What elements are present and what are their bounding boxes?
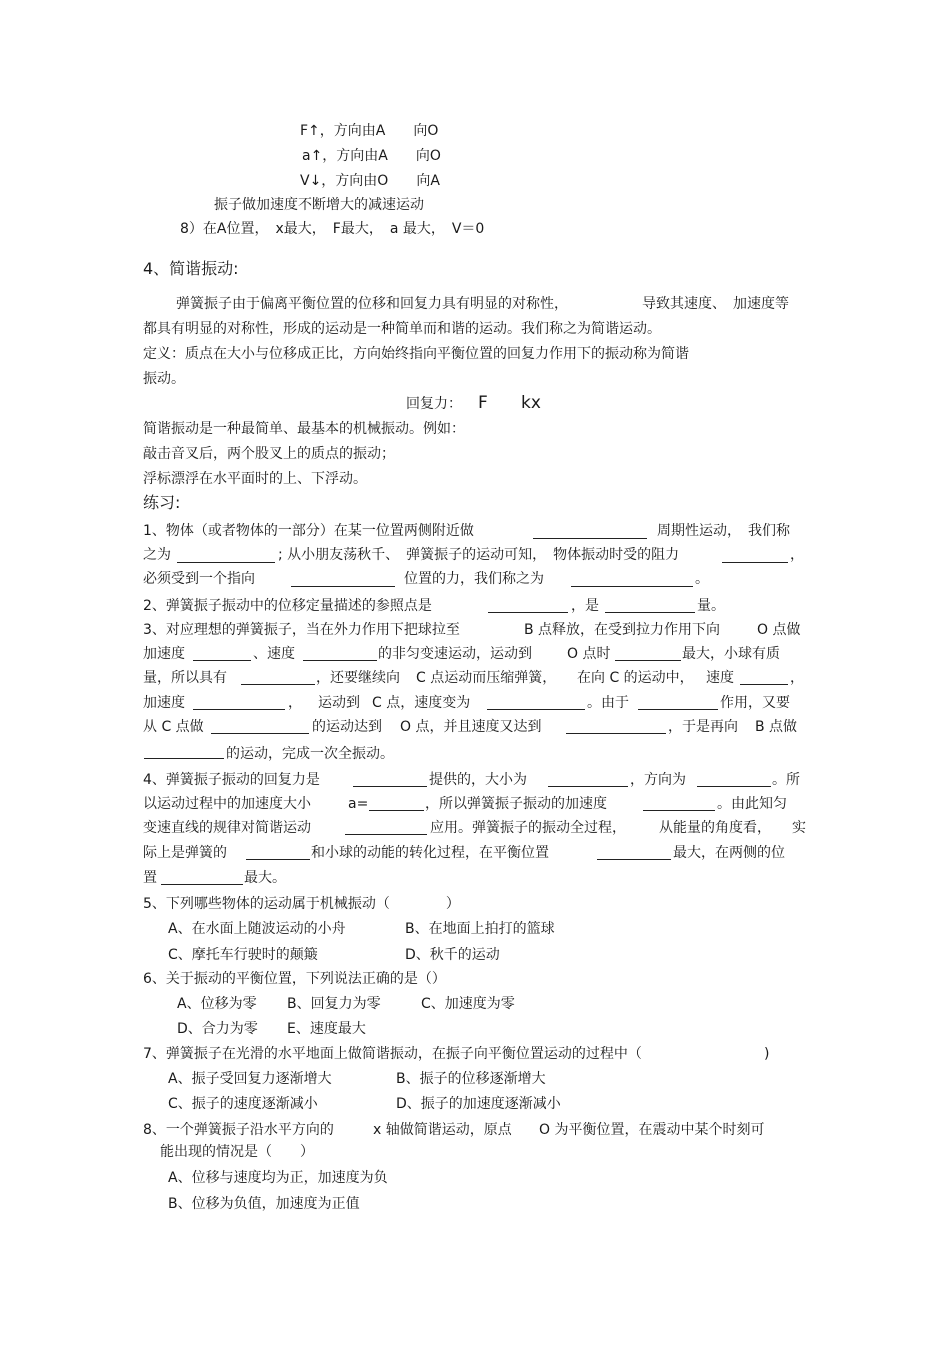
q1-blank-5[interactable] [571,586,693,587]
definition-2: 振动。 [143,371,185,387]
q3-text: 速度 [706,670,734,686]
q4-blank-2[interactable] [548,786,628,787]
q2-blank-2[interactable] [605,612,695,613]
q1-text: 周期性运动， 我们称 [657,523,790,539]
q6-option-e[interactable]: E、速度最大 [287,1021,366,1037]
q3-text: 的运动，完成一次全振动。 [226,746,394,762]
q3-text: O 点时 [567,646,611,662]
q3-text: 在向 C 的运动中， [577,670,694,686]
q5-option-b[interactable]: B、在地面上拍打的篮球 [405,921,555,937]
q3-text: 3、对应理想的弹簧振子，当在外力作用下把球拉至 [143,622,460,638]
q3-blank-10[interactable] [566,733,666,734]
definition-1: 定义：质点在大小与位移成正比，方向始终指向平衡位置的回复力作用下的振动称为简谐 [143,346,689,362]
q6-option-d[interactable]: D、合力为零 [177,1021,258,1037]
q4-text: 际上是弹簧的 [143,845,227,861]
q7-option-a[interactable]: A、振子受回复力逐渐增大 [168,1071,332,1087]
q3-text: ，还要继续向 [316,670,400,686]
q5-option-d[interactable]: D、秋千的运动 [405,947,500,963]
q3-blank-3[interactable] [615,660,681,661]
q1-text: ; 从小朋友荡秋千、 弹簧振子的运动可知， 物体振动时受的阻力 [278,547,680,563]
formula-f: F [478,393,488,413]
q4-text: ，所以弹簧振子振动的加速度 [425,796,607,812]
q7-option-c[interactable]: C、振子的速度逐渐减小 [168,1096,318,1112]
q2-text: ，是 [571,598,599,614]
q3-blank-4[interactable] [241,684,315,685]
q4-text: a= [348,796,369,812]
q4-blank-6[interactable] [345,834,427,835]
q3-text: 从 C 点做 [143,719,204,735]
q4-text: 提供的，大小为 [429,772,527,788]
q3-text: 、速度 [253,646,295,662]
q4-blank-8[interactable] [597,859,671,860]
practice-heading: 练习: [143,493,181,512]
q3-text: 加速度 [143,646,185,662]
example-2: 浮标漂浮在水平面时的上、下浮动。 [143,471,367,487]
section-heading: 4、简谐振动: [143,259,239,278]
q3-blank-5[interactable] [740,684,788,685]
q3-text: 作用，又要 [720,695,790,711]
q7-stem: 7、弹簧振子在光滑的水平地面上做简谐振动，在振子向平衡位置运动的过程中（ [143,1046,642,1062]
q1-blank-1[interactable] [533,538,647,539]
q4-blank-4[interactable] [369,810,424,811]
q3-text: O 点，并且速度又达到 [400,719,542,735]
q3-text: ，于是再向 [668,719,738,735]
q7-option-d[interactable]: D、振子的加速度逐渐减小 [396,1096,561,1112]
example-intro: 简谐振动是一种最简单、最基本的机械振动。例如： [143,421,465,437]
example-1: 敲击音叉后，两个股叉上的质点的振动； [143,446,395,462]
q5-option-a[interactable]: A、在水面上随波运动的小舟 [168,921,346,937]
q8-stem-3: O 为平衡位置，在震动中某个时刻可 [539,1122,765,1138]
top-line-1: F↑，方向由A 向O [300,123,439,139]
q3-text: C 点运动而压缩弹簧， [416,670,557,686]
q4-blank-9[interactable] [161,884,243,885]
q3-text: B 点做 [755,719,798,735]
q3-blank-1[interactable] [193,660,251,661]
q1-blank-4[interactable] [291,586,395,587]
q4-text: 最大。 [244,870,286,886]
q7-paren-close: ) [764,1046,770,1062]
q4-text: 以运动过程中的加速度大小 [143,796,311,812]
q4-text: 。由此知匀 [717,796,787,812]
q3-text: 运动到 [318,695,360,711]
q4-text: 4、弹簧振子振动的回复力是 [143,772,320,788]
top-line-4: 振子做加速度不断增大的减速运动 [214,197,424,213]
q4-text: 从能量的角度看， [659,820,771,836]
q3-text: 加速度 [143,695,185,711]
top-line-5: 8）在A位置， x最大， F最大， a 最大， V＝0 [180,221,485,237]
q4-blank-1[interactable] [353,786,427,787]
q4-blank-5[interactable] [643,810,715,811]
q6-option-a[interactable]: A、位移为零 [177,996,257,1012]
q7-option-b[interactable]: B、振子的位移逐渐增大 [396,1071,546,1087]
q4-text: 。所 [772,772,800,788]
q1-text: 必须受到一个指向 [143,571,255,587]
q5-stem: 5、下列哪些物体的运动属于机械振动（ ） [143,896,460,912]
q1-blank-3[interactable] [722,562,788,563]
q3-text: 。由于 [587,695,629,711]
q3-blank-11[interactable] [144,758,224,759]
para1-b: 导致其速度、 加速度等 [642,296,789,312]
q4-text: 和小球的动能的转化过程，在平衡位置 [311,845,549,861]
q8-stem-2: x 轴做简谐运动，原点 [373,1122,512,1138]
para2: 都具有明显的对称性，形成的运动是一种简单而和谐的运动。我们称之为简谐运动。 [143,321,661,337]
q3-text: 量，所以具有 [143,670,227,686]
q5-option-c[interactable]: C、摩托车行驶时的颠簸 [168,947,318,963]
q3-text: B 点释放，在受到拉力作用下向 [524,622,721,638]
formula-kx: kx [521,393,541,413]
q4-text: 置 [143,870,157,886]
q8-option-a[interactable]: A、位移与速度均为正，加速度为负 [168,1170,388,1186]
q1-text: 。 [695,571,709,587]
q6-option-c[interactable]: C、加速度为零 [421,996,515,1012]
q3-blank-2[interactable] [303,660,377,661]
q4-text: 实 [792,820,806,836]
q2-blank-1[interactable] [488,612,568,613]
q3-blank-6[interactable] [193,709,285,710]
q4-blank-3[interactable] [697,786,771,787]
q6-option-b[interactable]: B、回复力为零 [287,996,381,1012]
q4-text: 最大，在两侧的位 [673,845,785,861]
q2-text: 2、弹簧振子振动中的位移定量描述的参照点是 [143,598,432,614]
para1-a: 弹簧振子由于偏离平衡位置的位移和回复力具有明显的对称性， [176,296,568,312]
top-line-3: V↓，方向由O 向A [300,173,440,189]
q8-option-b[interactable]: B、位移为负值，加速度为正值 [168,1196,360,1212]
q3-blank-9[interactable] [211,733,309,734]
q8-stem-4: 能出现的情况是（ ） [160,1144,314,1160]
q4-text: 应用。弹簧振子的振动全过程， [430,820,626,836]
q1-text: 位置的力，我们称之为 [404,571,544,587]
q1-blank-2[interactable] [177,562,275,563]
top-line-2: a↑，方向由A 向O [302,148,441,164]
q8-stem-1: 8、一个弹簧振子沿水平方向的 [143,1122,334,1138]
q3-text: 最大，小球有质 [682,646,780,662]
q2-text: 量。 [697,598,725,614]
q1-text: 之为 [143,547,171,563]
q3-blank-7[interactable] [487,709,585,710]
q6-stem: 6、关于振动的平衡位置，下列说法正确的是（） [143,971,446,987]
q4-text: ，方向为 [630,772,686,788]
q4-text: 变速直线的规律对简谐运动 [143,820,311,836]
q3-blank-8[interactable] [638,709,718,710]
formula-label: 回复力： [406,396,462,412]
q4-blank-7[interactable] [246,859,310,860]
q3-text: ， [790,670,804,686]
q3-text: 的运动达到 [312,719,382,735]
q3-text: O 点做 [757,622,801,638]
q1-text: 1、物体（或者物体的一部分）在某一位置两侧附近做 [143,523,474,539]
q3-text: C 点，速度变为 [372,695,471,711]
q3-text: 的非匀变速运动，运动到 [378,646,532,662]
q1-text: ， [790,547,804,563]
q3-text: ， [288,695,302,711]
